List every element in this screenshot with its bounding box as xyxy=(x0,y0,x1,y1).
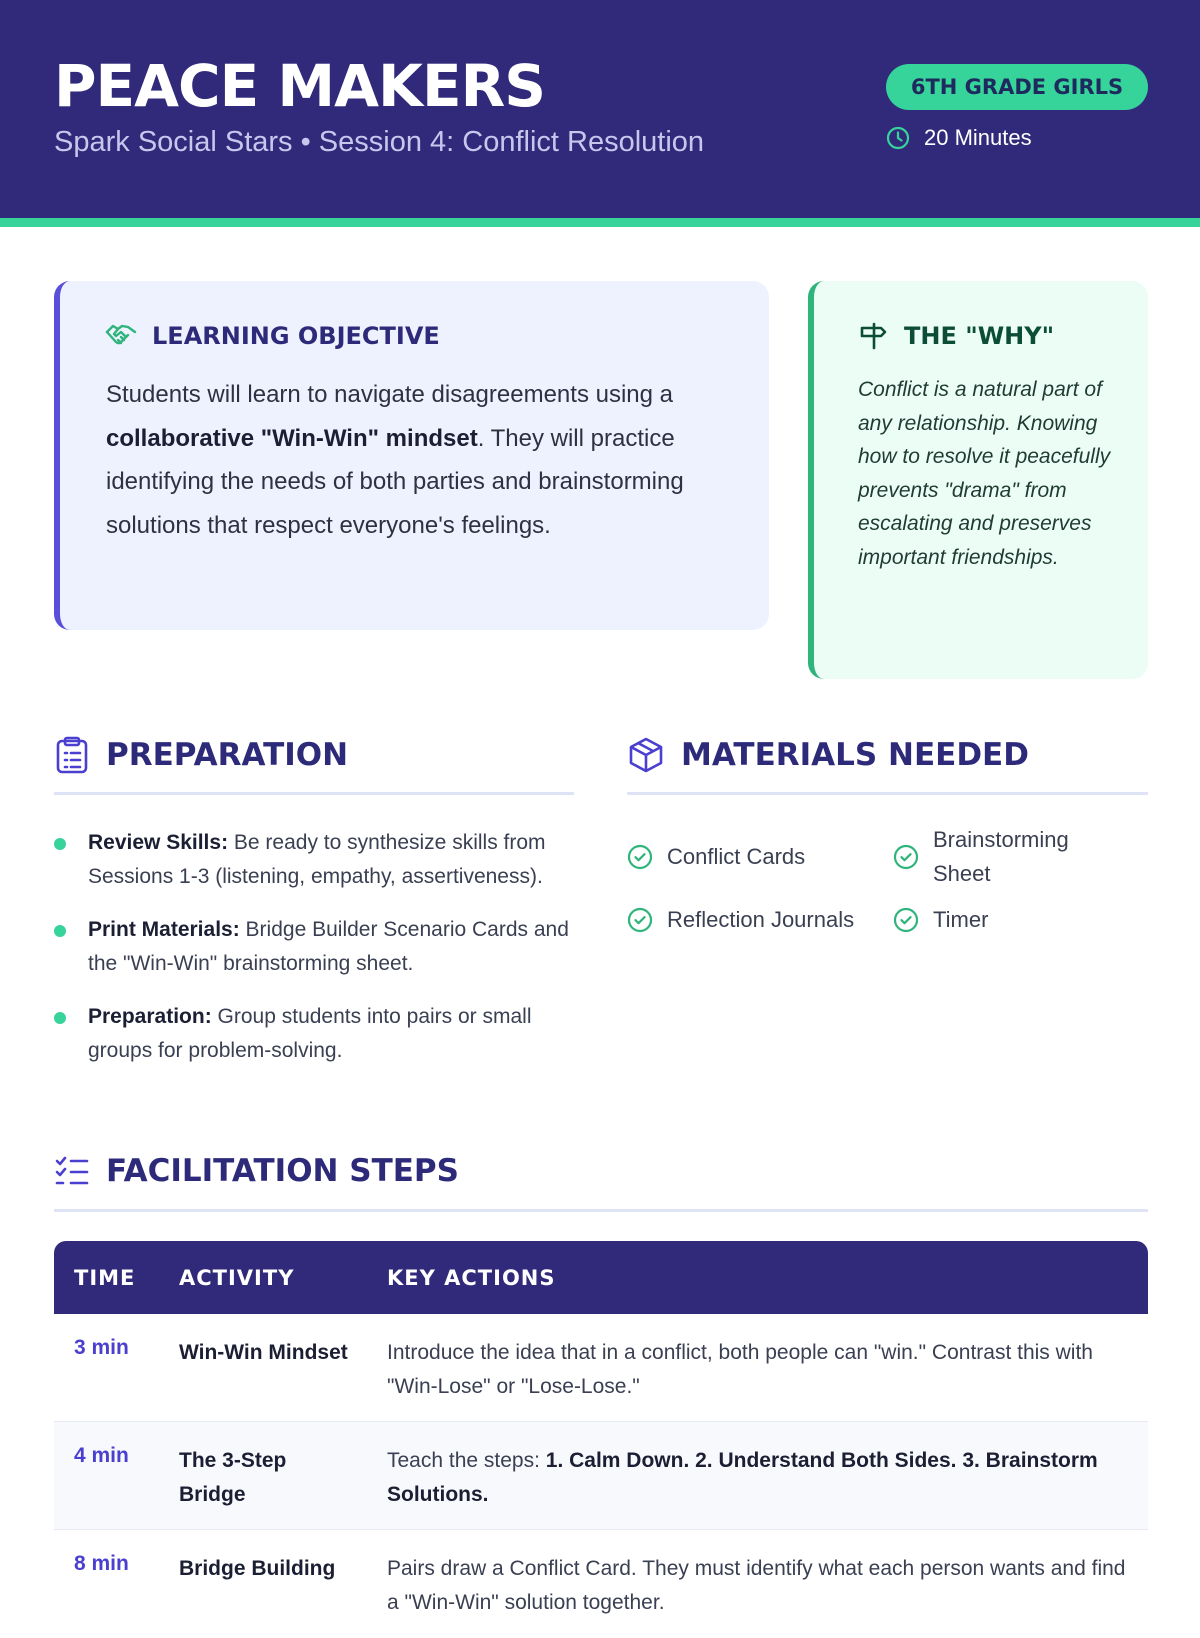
row-key-actions: Teach the steps: 1. Calm Down. 2. Understand Both Sides. 3. Brainstorm Solutions. xyxy=(387,1449,1098,1506)
box-icon xyxy=(627,736,665,774)
header-accent-stripe xyxy=(0,218,1200,227)
bullet-dot xyxy=(54,925,66,937)
material-item: Timer xyxy=(893,903,988,937)
table-row xyxy=(54,1530,1148,1638)
column-header-activity: ACTIVITY xyxy=(179,1265,295,1290)
facilitation-divider xyxy=(54,1209,1148,1212)
bullet-dot xyxy=(54,1012,66,1024)
row-key-actions: Pairs draw a Conflict Card. They must identify what each person wants and find a "Win-Win" solution together. xyxy=(387,1557,1126,1614)
materials-heading: MATERIALS NEEDED xyxy=(627,736,1029,774)
column-header-time: TIME xyxy=(74,1265,136,1290)
bullet-dot xyxy=(54,838,66,850)
material-item: Brainstorming Sheet xyxy=(893,823,1133,890)
facilitation-heading: FACILITATION STEPS xyxy=(54,1153,459,1189)
clipboard-icon xyxy=(54,736,90,774)
check-circle-icon xyxy=(893,844,919,870)
check-circle-icon xyxy=(893,907,919,933)
materials-divider xyxy=(627,792,1148,795)
grade-badge: 6TH GRADE GIRLS xyxy=(886,64,1148,110)
page-subtitle: Spark Social Stars • Session 4: Conflict Resolution xyxy=(54,126,705,158)
column-header-key-actions: KEY ACTIONS xyxy=(387,1265,556,1290)
page-header xyxy=(0,0,1200,218)
list-item: Preparation: Group students into pairs or small groups for problem-solving. xyxy=(54,1000,594,1067)
duration xyxy=(886,125,1032,151)
row-key-actions: Introduce the idea that in a conflict, both people can "win." Contrast this with "Win-Lose" or "Lose-Lose." xyxy=(387,1341,1093,1398)
list-item: Print Materials: Bridge Builder Scenario Cards and the "Win-Win" brainstorming sheet. xyxy=(54,913,594,980)
table-row xyxy=(54,1422,1148,1530)
preparation-heading: PREPARATION xyxy=(54,736,348,774)
row-time: 8 min xyxy=(74,1552,129,1575)
row-activity: The 3-Step Bridge xyxy=(179,1449,287,1506)
signpost-icon xyxy=(858,321,890,351)
list-item: Review Skills: Be ready to synthesize skills from Sessions 1-3 (listening, empathy, assertiveness). xyxy=(54,826,594,893)
why-text: Conflict is a natural part of any relationship. Knowing how to resolve it peacefully prevents "drama" from escalating and preserves important friendships. xyxy=(858,378,1111,569)
check-circle-icon xyxy=(627,907,653,933)
row-time: 3 min xyxy=(74,1336,129,1359)
learning-objective-card xyxy=(54,281,769,630)
row-time: 4 min xyxy=(74,1444,129,1467)
preparation-divider xyxy=(54,792,574,795)
facilitation-table-header xyxy=(54,1241,1148,1314)
row-activity: Win-Win Mindset xyxy=(179,1341,348,1364)
row-activity: Bridge Building xyxy=(179,1557,336,1580)
why-card xyxy=(808,281,1148,679)
page-title: PEACE MAKERS xyxy=(54,52,545,120)
learning-objective-text: Students will learn to navigate disagreements using a collaborative "Win-Win" mindset. They will practice identifying the needs of both parties and brainstorming solutions that respect everyone's feelings. xyxy=(106,381,684,539)
duration-label: 20 Minutes xyxy=(924,125,1032,150)
why-heading: THE "WHY" xyxy=(858,321,1054,351)
clock-icon xyxy=(886,126,910,150)
material-item: Conflict Cards xyxy=(627,840,805,874)
table-row xyxy=(54,1314,1148,1422)
learning-objective-heading: LEARNING OBJECTIVE xyxy=(104,321,440,351)
checklist-icon xyxy=(54,1155,90,1187)
preparation-list xyxy=(54,826,594,1087)
check-circle-icon xyxy=(627,844,653,870)
material-item: Reflection Journals xyxy=(627,903,854,937)
handshake-icon xyxy=(104,321,138,351)
